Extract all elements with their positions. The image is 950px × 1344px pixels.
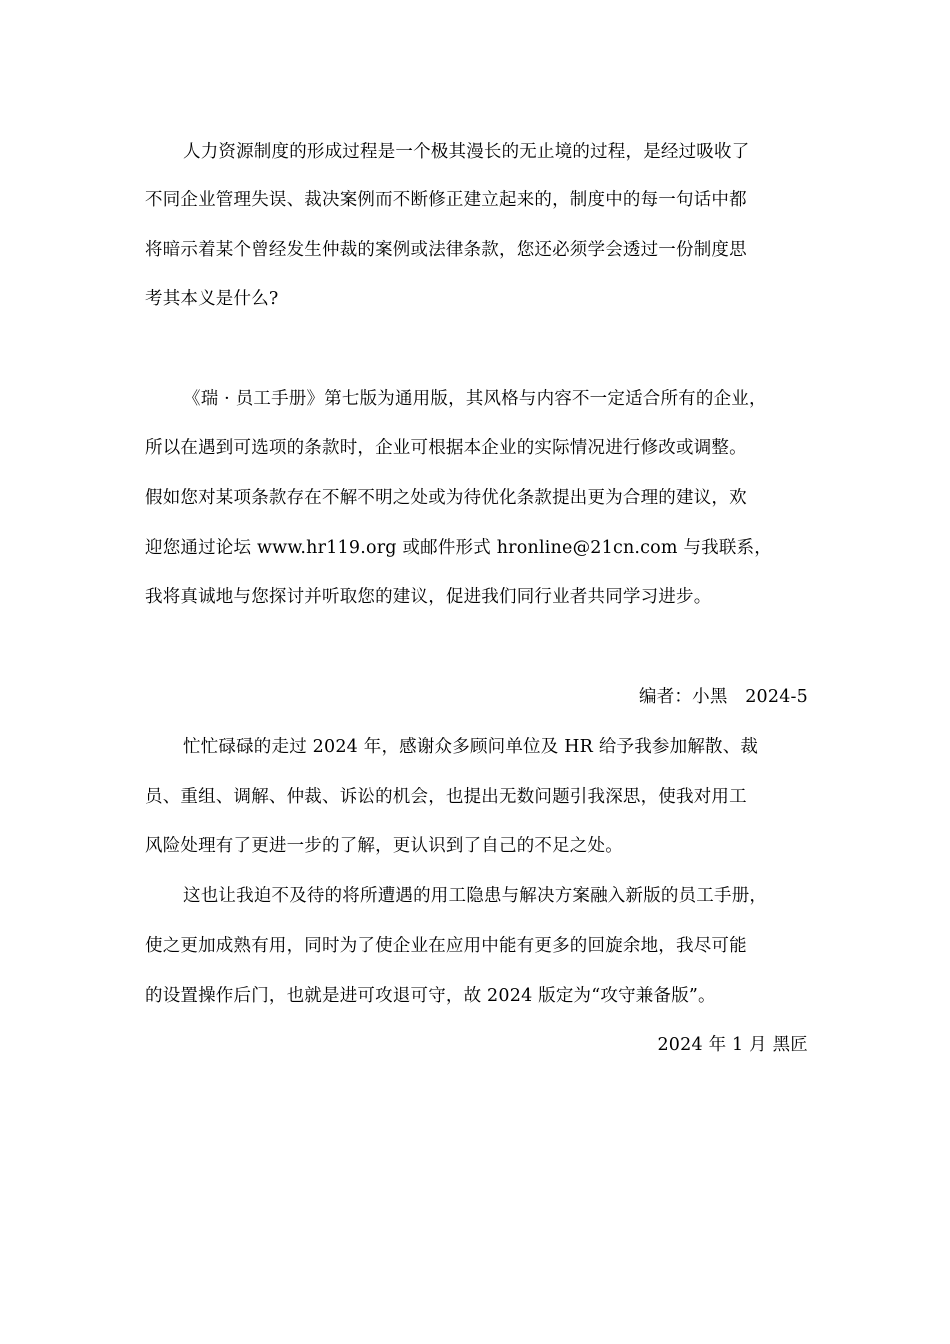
intro-line: 人力资源制度的形成过程是一个极其漫长的无止境的过程，是经过吸收了 <box>183 142 750 162</box>
intro-line: 不同企业管理失误、裁决案例而不断修正建立起来的，制度中的每一句话中都 <box>145 190 747 210</box>
note-line: 我将真诚地与您探讨并听取您的建议，促进我们同行业者共同学习进步。 <box>145 587 712 607</box>
note-line: 所以在遇到可选项的条款时，企业可根据本企业的实际情况进行修改或调整。 <box>145 438 747 458</box>
note-line: 假如您对某项条款存在不解不明之处或为待优化条款提出更为合理的建议，欢 <box>145 488 747 508</box>
preface-line: 使之更加成熟有用，同时为了使企业在应用中能有更多的回旋余地，我尽可能 <box>145 936 747 956</box>
note-line: 迎您通过论坛 www.hr119.org 或邮件形式 hronline@21cn.com 与我联系， <box>145 538 772 558</box>
note-line: 《瑞 · 员工手册》第七版为通用版，其风格与内容不一定适合所有的企业， <box>183 389 767 409</box>
editor-signature: 编者：小黑 2024-5 <box>639 687 808 707</box>
closing-signature: 2024 年 1 月 黑匠 <box>657 1035 808 1055</box>
preface-line: 忙忙碌碌的走过 2024 年，感谢众多顾问单位及 HR 给予我参加解散、裁 <box>183 737 759 757</box>
preface-line: 风险处理有了更进一步的了解，更认识到了自己的不足之处。 <box>145 836 623 856</box>
intro-line: 考其本义是什么? <box>145 289 279 309</box>
preface-line: 这也让我迫不及待的将所遭遇的用工隐患与解决方案融入新版的员工手册， <box>183 886 768 906</box>
intro-line: 将暗示着某个曾经发生仲裁的案例或法律条款，您还必须学会透过一份制度思 <box>145 240 747 260</box>
preface-line: 的设置操作后门，也就是进可攻退可守，故 2024 版定为“攻守兼备版”。 <box>145 986 716 1006</box>
preface-line: 员、重组、调解、仲裁、诉讼的机会，也提出无数问题引我深思，使我对用工 <box>145 787 747 807</box>
